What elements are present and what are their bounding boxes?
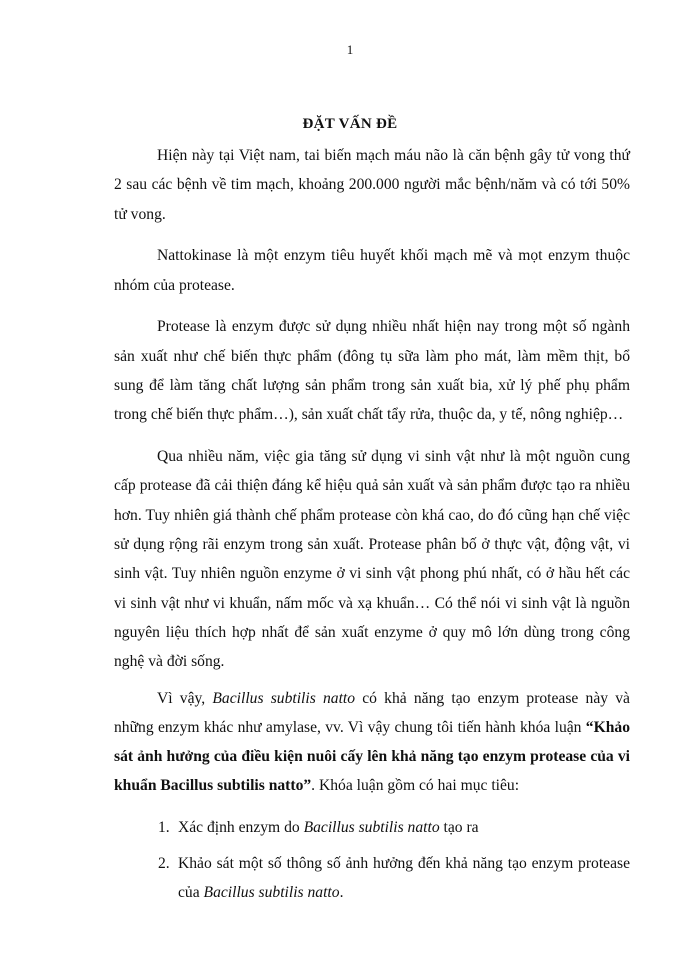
paragraph-3: Protease là enzym được sử dụng nhiều nhất hiện nay trong một số ngành sản xuất như chế biến thực phẩm (đông tụ sữa làm pho mát, làm mềm thịt, bổ sung để làm tăng chất lượng sản phẩm trong sản xuất bia, xử lý phế phụ phẩm trong chế biến thực phẩm…), sản xuất chất tẩy rửa, thuộc da, y tế, nông nghiệp… [114,318,630,424]
para5-tail: . Khóa luận gồm có hai mục tiêu: [311,777,520,795]
objective-text [178,813,630,842]
objective-suffix: . [339,883,344,901]
objective-species: Bacillus subtilis natto [203,883,340,901]
objective-number: 1. [158,819,170,837]
objective-text [178,849,630,908]
objective-suffix: tạo ra [439,819,479,837]
para5-lead: Vì vậy, [157,689,213,707]
document-body [114,141,630,913]
page-number: 1 [346,42,354,57]
para5-mid: có khả năng tạo enzym protease này và những enzym khác như amylase, vv. Vì vậy chung tôi tiến hành khóa luận [114,689,630,736]
paragraph-2: Nattokinase là một enzym tiêu huyết khối mạch mẽ và mọt enzym thuộc nhóm của protease. [114,247,630,294]
paragraph-4: Qua nhiều năm, việc gia tăng sử dụng vi sinh vật như là một nguồn cung cấp protease đã cải thiện đáng kể hiệu quả sản xuất và sản phẩm được tạo ra nhiều hơn. Tuy nhiên giá thành chế phẩm protease còn khá cao, do đó cũng hạn chế việc sử dụng rộng rãi enzym trong sản xuất. Protease phân bố ở thực vật, động vật, vi sinh vật. Tuy nhiên nguồn enzyme ở vi sinh vật phong phú nhất, có ở hầu hết các vi sinh vật như vi khuẩn, nấm mốc và xạ khuẩn… Có thể nói vi sinh vật là nguồn nguyên liệu thích hợp nhất để sản xuất enzyme ở quy mô lớn dùng trong công nghệ và đời sống. [114,448,630,671]
objective-text-main: Khảo sát một số thông số ảnh hưởng đến khả năng tạo enzym protease của [178,854,630,901]
objective-species: Bacillus subtilis natto [303,819,440,837]
objectives-list [114,813,630,907]
paragraph-5 [114,684,630,801]
paragraph-1: Hiện này tại Việt nam, tai biến mạch máu não là căn bệnh gây tử vong thứ 2 sau các bệnh về tim mạch, khoảng 200.000 người mắc bệnh/năm và có tới 50% tử vong. [114,147,630,223]
objective-item-2 [114,849,630,908]
objective-item-1 [114,813,630,842]
thesis-title: “Khảo sát ảnh hưởng của điều kiện nuôi cấy lên khả năng tạo enzym protease của vi khuẩn Bacillus subtilis natto” [114,718,630,795]
para5-species: Bacillus subtilis natto [212,689,356,707]
objective-number: 2. [158,854,170,872]
section-title: ĐẶT VẤN ĐỀ [302,116,398,132]
objective-text-main: Xác định enzym do [178,819,304,837]
